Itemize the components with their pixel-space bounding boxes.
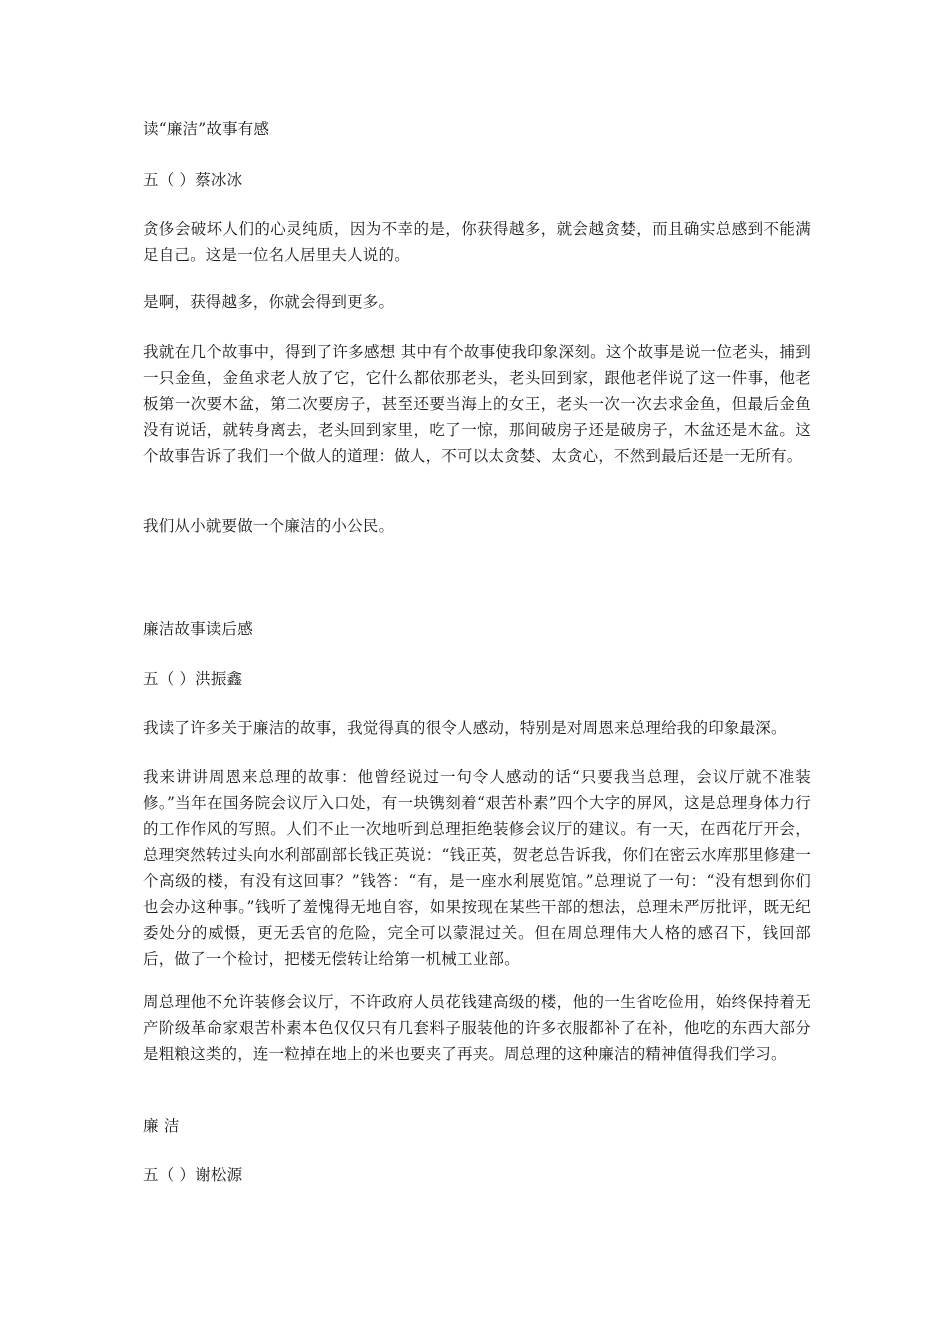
paragraph: 我读了许多关于廉洁的故事，我觉得真的很令人感动，特别是对周恩来总理给我的印象最深。 xyxy=(143,719,787,737)
author-byline: 五（ ）洪振鑫 xyxy=(143,670,243,688)
paragraph: 周总理他不允许装修会议厅，不许政府人员花钱建高级的楼，他的一生省吃俭用，始终保持着无产阶级革命家艰苦朴素本色仅仅只有几套料子服装他的许多衣服都补了在补，他吃的东西大部分是粗粮这类的，连一粒掉在地上的米也要夹了再夹。周总理的这种廉洁的精神值得我们学习。 xyxy=(143,993,811,1063)
author-byline: 五（ ）谢松源 xyxy=(143,1166,243,1184)
section-title: 廉洁故事读后感 xyxy=(143,620,253,638)
paragraph: 我们从小就要做一个廉洁的小公民。 xyxy=(143,517,395,535)
paragraph: 是啊，获得越多，你就会得到更多。 xyxy=(143,293,395,311)
author-byline: 五（ ）蔡冰冰 xyxy=(143,171,243,189)
section-title: 读“廉洁”故事有感 xyxy=(143,120,270,138)
paragraph: 我来讲讲周恩来总理的故事：他曾经说过一句令人感动的话“只要我当总理，会议厅就不准装修。”当年在国务院会议厅入口处，有一块镌刻着“艰苦朴素”四个大字的屏风，这是总理身体力行的工作作风的写照。人们不止一次地听到总理拒绝装修会议厅的建议。有一天，在西花厅开会，总理突然转过头向水利部副部长钱正英说：“钱正英，贺老总告诉我，你们在密云水库那里修建一个高级的楼，有没有这回事？”钱答：“有，是一座水利展览馆。”总理说了一句：“没有想到你们也会办这种事。”钱听了羞愧得无地自容，如果按现在某些干部的想法，总理未严厉批评，既无纪委处分的威慑，更无丢官的危险，完全可以蒙混过关。但在周总理伟大人格的感召下，钱回部后，做了一个检讨，把楼无偿转让给第一机械工业部。 xyxy=(143,768,811,968)
section-title: 廉 洁 xyxy=(143,1117,180,1135)
paragraph: 我就在几个故事中，得到了许多感想 其中有个故事使我印象深刻。这个故事是说一位老头，捕到一只金鱼，金鱼求老人放了它，它什么都依那老头，老头回到家，跟他老伴说了这一件事，他老板第一次要木盆，第二次要房子，甚至还要当海上的女王，老头一次一次去求金鱼，但最后金鱼没有说话，就转身离去，老头回到家里，吃了一惊，那间破房子还是破房子，木盆还是木盆。这个故事告诉了我们一个做人的道理：做人，不可以太贪婪、太贪心，不然到最后还是一无所有。 xyxy=(143,343,811,465)
paragraph: 贪侈会破坏人们的心灵纯质，因为不幸的是，你获得越多，就会越贪婪，而且确实总感到不能满足自己。这是一位名人居里夫人说的。 xyxy=(143,220,811,264)
